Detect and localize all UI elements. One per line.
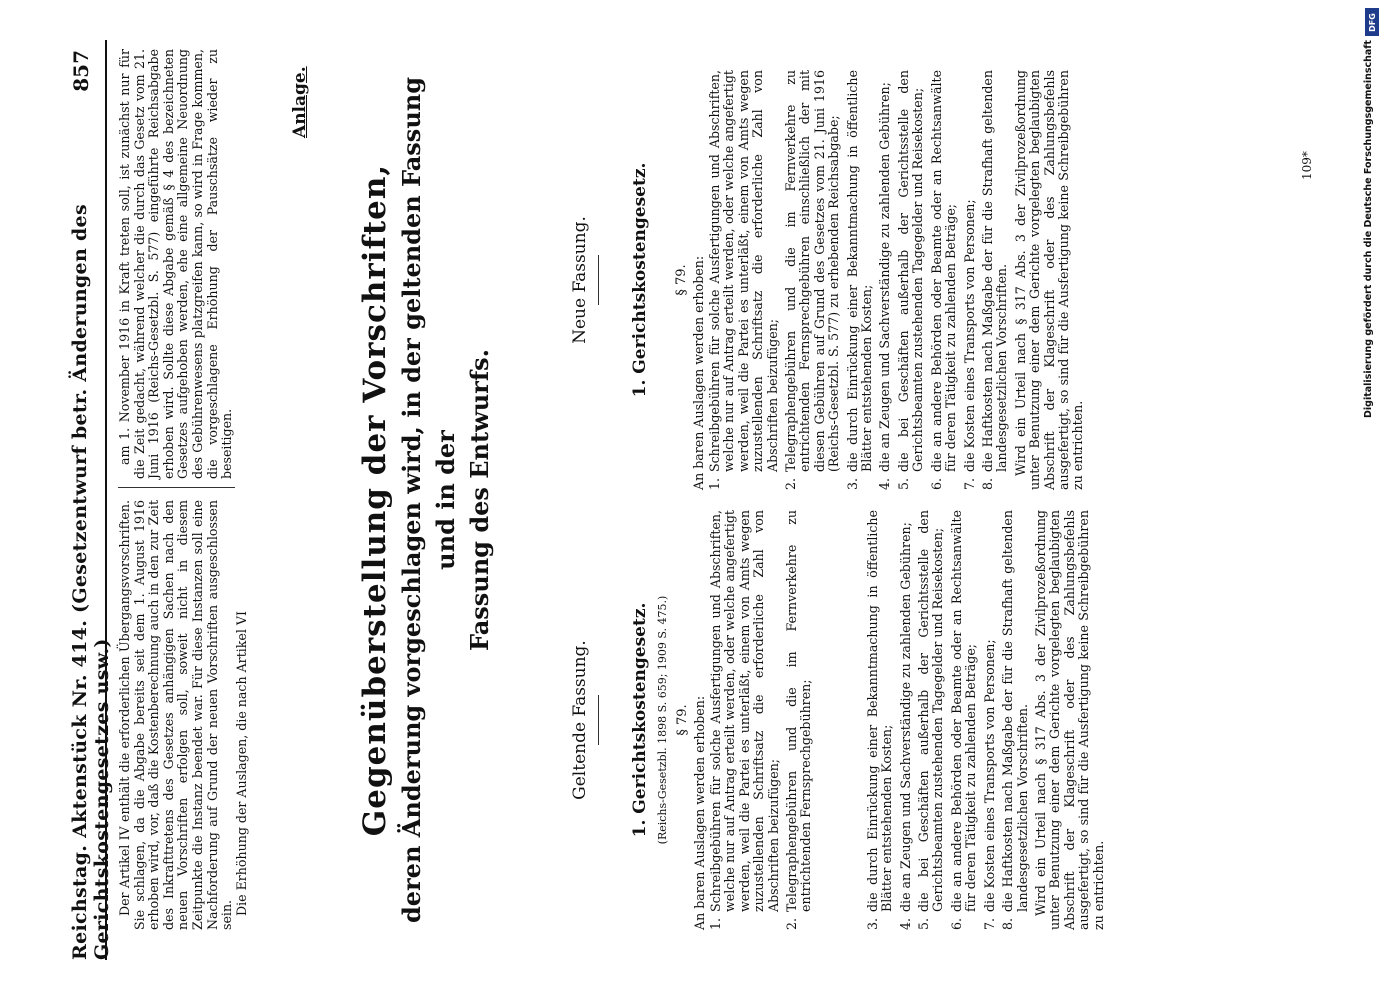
list-item: 3. die durch Einrückung einer Bekanntmachung in öffentliche Blätter entstehenden Kosten;: [844, 70, 875, 490]
list-item: 7. die Kosten eines Transports von Personen;: [981, 639, 997, 930]
intro-text: An baren Auslagen werden erhoben:: [692, 695, 707, 930]
list-item: 5. die bei Geschäften außerhalb der Gerichtsstelle den Gerichtsbeamten zustehenden Tagegelder und Reisekosten;: [916, 510, 946, 930]
page-number: 857: [69, 50, 93, 92]
list-item: 2. Telegraphengebühren und die im Fernverkehre zu entrichtenden Fernsprechgebühren einschließlich der mit diesen Gebühren auf Grund des Gesetzes vom 21. Juni 1916 (Reichs-Gesetzbl. S. 577) zu erhebenden Reichsabgabe;: [783, 70, 842, 490]
list-item: 7. die Kosten eines Transports von Personen;: [961, 199, 977, 490]
right-column: [630, 70, 1086, 490]
list-item: 4. die an Zeugen und Sachverständige zu zahlenden Gebühren;: [897, 522, 913, 930]
top-paragraph: Die Erhöhung der Auslagen, die nach Artikel VI: [233, 611, 249, 916]
item-list: [709, 510, 1030, 930]
list-item: 2. Telegraphengebühren und die im Fernverkehre zu entrichtenden Fernsprechgebühren;: [784, 510, 814, 930]
list-item: 1. Schreibgebühren für solche Ausfertigungen und Abschriften, welche nur auf Antrag erteilt werden, oder welche angefertigt werden, weil die Partei es unterläßt, einem von Amts wegen zuzustellenden Schriftsatz die erforderliche Zahl von Abschriften beizufügen;: [707, 70, 780, 490]
item-list: [708, 70, 1010, 490]
top-text-column-2: [118, 49, 235, 488]
title-line-2: deren Änderung vorgeschlagen wird, in der geltenden Fassung und in der: [397, 77, 460, 924]
closing-paragraph: Wird ein Urteil nach § 317 Abs. 3 der Zivilprozeßordnung unter Benutzung einer dem Gerichte vorgelegten beglaubigten Abschrift der Klageschrift oder des Zahlungsbefehls ausgefertigt, so sind für die Ausfertigung keine Schreibgebühren zu entrichten.: [1012, 70, 1086, 490]
header-title: Reichstag. Aktenstück Nr. 414. (Gesetzentwurf betr. Änderungen des Gerichtskostengesetzes usw.): [69, 204, 113, 960]
heading-rule: [598, 255, 599, 305]
list-item: 1. Schreibgebühren für solche Ausfertigungen und Abschriften, welche nur auf Antrag erteilt werden, oder welche angefertigt werden, weil die Partei es unterläßt, einem von Amts wegen zuzustellenden Schriftsatz die erforderliche Zahl von Abschriften beizufügen;: [708, 510, 781, 930]
top-text-column-1: [118, 500, 249, 930]
left-column-heading: Geltende Fassung.: [570, 640, 590, 800]
dfg-logo: DFG: [1365, 8, 1379, 36]
dfg-credit-text: Digitalisierung gefördert durch die Deutsche Forschungsgemeinschaft: [1363, 40, 1374, 418]
source-citation: (Reichs-Gesetzbl. 1898 S. 659; 1909 S. 475.): [656, 595, 669, 845]
intro-text: An baren Auslagen werden erhoben:: [691, 255, 706, 490]
section-heading: 1. Gerichtskostengesetz.: [630, 602, 650, 838]
top-paragraph: Der Artikel IV enthält die erforderlichen Übergangsvorschriften. Sie schlagen, da die Abgabe bereits seit dem 1. August 1916 erhoben wird, vor, daß die Kostenberechnung auch in den zur Zeit des Inkrafttretens des Gesetzes anhängigen Sachen nach den neuen Vorschriften erfolgen soll, soweit nicht in diesem Zeitpunkte die Instanz beendet war. Für diese Instanzen soll eine Nachforderung auf Grund der neuen Vorschriften ausgeschlossen sein.: [117, 500, 235, 930]
paragraph-number: § 79.: [674, 264, 689, 296]
dfg-sidebar: [1361, 0, 1383, 1000]
top-paragraph: am 1. November 1916 in Kraft treten soll, ist zunächst nur für die Zeit gedacht, während welcher die durch das Gesetz vom 21. Juni 1916 (Reichs-Gesetzbl. S. 577) eingeführte Reichsabgabe erhoben wird. Sollte diese Abgabe gemäß § 4 des bezeichneten Gesetzes aufgehoben werden, ehe eine allgemeine Neuordnung des Gebührenwesens platzgreifen kann, so wird in Frage kommen, die vorgeschlagene Erhöhung der Pauschsätze wieder zu beseitigen.: [117, 49, 235, 479]
list-item: 5. die bei Geschäften außerhalb der Gerichtsstelle den Gerichtsbeamten zustehenden Tagegelder und Reisekosten;: [895, 70, 926, 490]
title-line-1: Gegenüberstellung der Vorschriften,: [357, 163, 393, 837]
list-item: 6. die an andere Behörden oder Beamte oder an Rechtsanwälte für deren Tätigkeit zu zahlenden Beträge;: [948, 510, 979, 930]
section-heading: 1. Gerichtskostengesetz.: [630, 162, 650, 398]
paragraph-number: § 79.: [675, 704, 690, 736]
page-mark: 109*: [1300, 151, 1314, 180]
document-title: [355, 60, 497, 940]
list-item: 8. die Haftkosten nach Maßgabe der für die Strafhaft geltenden landesgesetzlichen Vorschriften.: [1000, 510, 1030, 930]
list-item: 4. die an Zeugen und Sachverständige zu zahlenden Gebühren;: [877, 82, 893, 490]
left-column: [630, 510, 1106, 930]
anlage-label: Anlage.: [290, 66, 310, 138]
list-item: 3. die durch Einrückung einer Bekanntmachung in öffentliche Blätter entstehenden Kosten;: [864, 510, 895, 930]
list-item: 6. die an andere Behörden oder Beamte oder an Rechtsanwälte für deren Tätigkeit zu zahlenden Beträge;: [928, 70, 959, 490]
right-column-heading: Neue Fassung.: [570, 216, 590, 344]
heading-rule: [598, 695, 599, 745]
running-header: [55, 40, 113, 960]
closing-paragraph: Wird ein Urteil nach § 317 Abs. 3 der Zivilprozeßordnung unter Benutzung einer dem Gerichte vorgelegten beglaubigten Abschrift der Klageschrift oder des Zahlungsbefehls ausgefertigt, so sind für die Ausfertigung keine Schreibgebühren zu entrichten.: [1032, 510, 1106, 930]
list-item: 8. die Haftkosten nach Maßgabe der für die Strafhaft geltenden landesgesetzlichen Vorschriften.: [979, 70, 1010, 490]
title-line-3: Fassung des Entwurfs.: [465, 348, 494, 652]
